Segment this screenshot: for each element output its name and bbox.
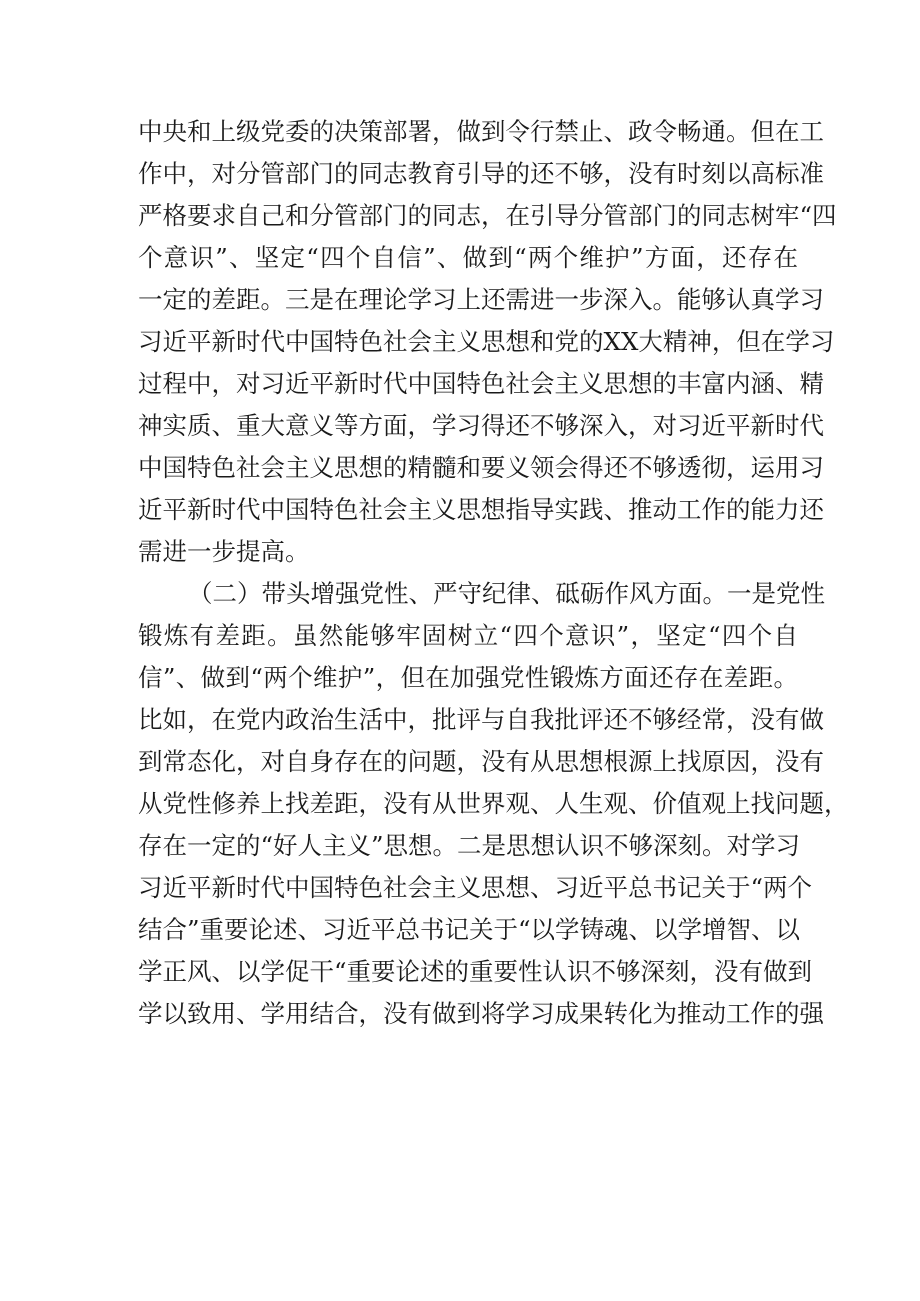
section-heading-line: （二）带头增强党性、严守纪律、砥砺作风方面。一是党性 [188,579,825,608]
text-line: 近平新时代中国特色社会主义思想指导实践、推动工作的能力还 [138,495,824,524]
text-line: 需进一步提高。 [138,537,310,566]
text-line: 锻炼有差距。虽然能够牢固树立“四个意识”，坚定“四个自 [138,621,798,650]
text-line: 神实质、重大意义等方面，学习得还不够深入，对习近平新时代 [138,411,824,440]
text-line: 个意识”、坚定“四个自信”、做到“两个维护”方面，还存在 [138,243,798,272]
text-line: 中央和上级党委的决策部署，做到令行禁止、政令畅通。但在工 [138,117,824,146]
text-line: 一定的差距。三是在理论学习上还需进一步深入。能够认真学习 [138,285,824,314]
text-line: 学正风、以学促干“重要论述的重要性认识不够深刻，没有做到 [138,957,813,986]
text-line: 从党性修养上找差距，没有从世界观、人生观、价值观上找问题， [138,789,849,818]
text-line: 严格要求自己和分管部门的同志，在引导分管部门的同志树牢“四 [138,201,837,230]
text-line: 结合”重要论述、习近平总书记关于“以学铸魂、以学增智、以 [138,915,801,944]
text-line: 信”、做到“两个维护”，但在加强党性锻炼方面还存在差距。 [138,663,798,692]
text-line: 习近平新时代中国特色社会主义思想和党的XX大精神，但在学习 [138,327,835,356]
text-line: 作中，对分管部门的同志教育引导的还不够，没有时刻以高标准 [138,159,824,188]
text-line: 中国特色社会主义思想的精髓和要义领会得还不够透彻，运用习 [138,453,824,482]
text-line: 习近平新时代中国特色社会主义思想、习近平总书记关于“两个 [138,873,813,902]
text-line: 学以致用、学用结合，没有做到将学习成果转化为推动工作的强 [138,999,824,1028]
text-line: 存在一定的“好人主义”思想。二是思想认识不够深刻。对学习 [138,831,801,860]
text-line: 比如，在党内政治生活中，批评与自我批评还不够经常，没有做 [138,705,824,734]
text-line: 过程中，对习近平新时代中国特色社会主义思想的丰富内涵、精 [138,369,824,398]
text-line: 到常态化，对自身存在的问题，没有从思想根源上找原因，没有 [138,747,824,776]
